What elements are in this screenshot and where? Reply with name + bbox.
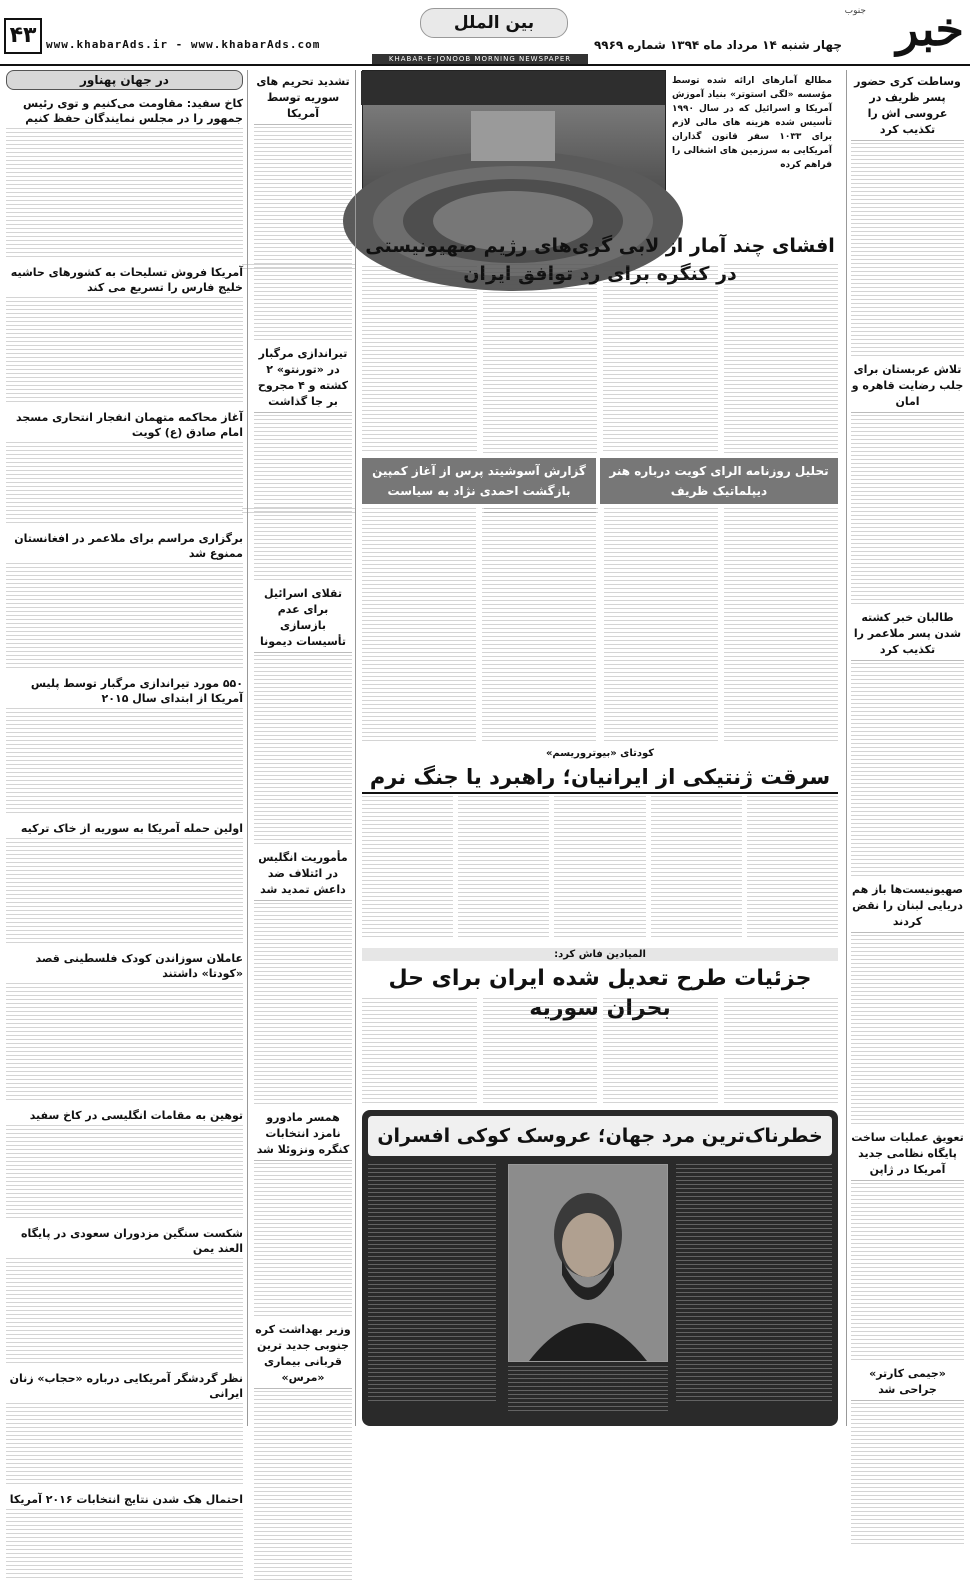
- news-headline: آمریکا فروش تسلیحات به کشورهای حاشیه خلیج فارس را تسریع می کند: [10, 266, 243, 294]
- news-headline: تلاش عربستان برای جلب رضایت قاهره و امان: [851, 362, 964, 413]
- news-item: [254, 586, 352, 846]
- section-title: بین الملل: [420, 8, 568, 38]
- news-headline: تشدید تحریم های سوریه توسط آمریکا: [254, 74, 352, 125]
- news-headline: همسر مادورو نامزد انتخابات کنگره ونزوئلا شد: [254, 1110, 352, 1161]
- website-urls: www.khabarAds.ir - www.khabarAds.com: [46, 38, 321, 51]
- news-item: [6, 531, 243, 670]
- headline-genetic-theft: سرقت ژنتیکی از ایرانیان؛ راهبرد یا جنگ نرم: [362, 762, 838, 794]
- photo-caption: مطالع آمارهای ارائه شده توسط مؤسسه «لگی استوتر» بنیاد آموزش آمریکا و اسرائیل که در سال ۱۹۹۰ تأسیس شده هزینه های مالی لازم برای ۱۰۳۳ سفر قانون گذاران آمریکایی به سرزمین های اشغالی را فراهم کرده: [672, 76, 832, 170]
- boxed-headline-left: گزارش آسوشیتد پرس از آغاز کمپین بازگشت احمدی نژاد به سیاست: [362, 458, 596, 504]
- news-headline: شکست سنگین مزدوران سعودی در پایگاه العند یمن: [21, 1227, 243, 1255]
- news-headline: احتمال هک شدن نتایج انتخابات ۲۰۱۶ آمریکا: [9, 1493, 243, 1506]
- main-headline: افشای چند آمار از لابی گری‌های رژیم صهیونیستی در کنگره برای رد توافق ایران: [365, 235, 835, 285]
- news-headline: عاملان سوزاندن کودک فلسطینی قصد «کودتا» داشتند: [35, 952, 243, 980]
- news-item: [851, 882, 964, 1126]
- news-item: [851, 1130, 964, 1362]
- news-headline: وساطت کری حضور پسر ظریف در عروسی اش را تکذیب کرد: [851, 74, 964, 141]
- news-item: [851, 1366, 964, 1546]
- middle-narrow-column: [254, 70, 356, 1426]
- news-item: [6, 410, 243, 525]
- news-headline: «جیمی کارتر» جراحی شد: [851, 1366, 964, 1401]
- portrait-caption: [508, 1366, 668, 1422]
- masthead: [0, 0, 970, 63]
- portrait-illustration: [509, 1165, 667, 1361]
- right-column: [846, 70, 964, 1426]
- dateline: چهار شنبه ۱۴ مرداد ماه ۱۳۹۴ شماره ۹۹۶۹: [593, 38, 842, 52]
- header-rule: [0, 64, 970, 66]
- logo-sub: جنوب: [844, 6, 866, 16]
- news-item: [6, 821, 243, 945]
- english-banner: KHABAR-E-JONOOB MORNING NEWSPAPER: [372, 54, 588, 64]
- page-number: ۴۳: [4, 18, 42, 54]
- news-item: [254, 850, 352, 1106]
- feature-body-right: [670, 1164, 838, 1422]
- news-item: [6, 96, 243, 259]
- story-syria-plan: [362, 998, 838, 1106]
- news-headline: وزیر بهداشت کره جنوبی جدید ترین قربانی بیماری «مرس»: [254, 1322, 352, 1389]
- news-headline: توهین به مقامات انگلیسی در کاخ سفید: [29, 1109, 243, 1122]
- headline-dangerous-man: خطرناک‌ترین مرد جهان؛ عروسک کوکی افسران: [368, 1116, 832, 1156]
- news-headline: طالبان خبر کشته شدن پسر ملاعمر را تکذیب کرد: [851, 610, 964, 661]
- news-item: [6, 1371, 243, 1486]
- news-headline: تیراندازی مرگبار در «تورنتو» ۲ کشته و ۴ مجروح بر جا گذاشت: [254, 346, 352, 413]
- headline-syria-plan: جزئیات طرح تعدیل شده ایران برای حل بحران سوریه: [388, 966, 812, 1021]
- feature-body-left: [362, 1164, 502, 1422]
- news-headline: صهیونیست‌ها باز هم دریایی لبنان را نقض کردند: [851, 882, 964, 933]
- world-section-title: در جهان پهناور: [6, 70, 243, 90]
- news-headline: تعویق عملیات ساخت پایگاه نظامی جدید آمریکا در ژاپن: [851, 1130, 964, 1181]
- news-item: [254, 346, 352, 582]
- news-item: [254, 1110, 352, 1318]
- boxed-headline-right: تحلیل روزنامه الرای کویت درباره هنر دیپلماتیک ظریف: [600, 458, 838, 504]
- feature-box-baghdadi: [362, 1110, 838, 1426]
- congress-photo: [362, 70, 666, 230]
- news-headline: آغاز محاکمه متهمان انفجار انتحاری مسجد امام صادق (ع) کویت: [15, 411, 243, 439]
- main-area: [362, 70, 838, 1426]
- news-item: [6, 1226, 243, 1365]
- news-headline: برگزاری مراسم برای ملاعمر در افغانستان ممنوع شد: [14, 532, 243, 560]
- logo-text: خبر: [896, 2, 964, 56]
- news-item: [6, 265, 243, 404]
- story-body-left: [362, 508, 596, 744]
- news-headline: کاخ سفید: مقاومت می‌کنیم و توی رئیس جمهور را در مجلس نمایندگان حفظ کنیم: [23, 97, 243, 125]
- portrait-photo: [508, 1164, 668, 1362]
- main-story-body: [362, 264, 838, 454]
- news-item: [851, 610, 964, 878]
- news-headline: ۵۵۰ مورد تیراندازی مرگبار توسط پلیس آمریکا از ابتدای سال ۲۰۱۵: [30, 677, 243, 705]
- news-item: [254, 74, 352, 342]
- news-item: [254, 1322, 352, 1582]
- kicker-bioterrorism: کودتای «بیوتروریسم»: [545, 748, 655, 759]
- news-item: [6, 676, 243, 815]
- news-headline: تقلای اسرائیل برای عدم بازسازی تأسیسات دیمونا: [254, 586, 352, 653]
- news-item: [851, 362, 964, 606]
- story-body-right: [604, 508, 838, 744]
- story-genetic-theft: [362, 796, 838, 944]
- news-headline: نظر گردشگر آمریکایی درباره «حجاب» زنان ایرانی: [9, 1372, 243, 1400]
- newspaper-logo: [846, 4, 964, 54]
- kicker-almayadeen: المیادین فاش کرد:: [362, 948, 838, 961]
- photo-illustration: [361, 71, 665, 231]
- news-item: [6, 1108, 243, 1220]
- news-item: [6, 951, 243, 1102]
- news-item: [6, 1492, 243, 1580]
- left-column: [6, 70, 248, 1506]
- news-item: [851, 74, 964, 358]
- news-headline: مأموریت انگلیس در ائتلاف ضد داعش تمدید شد: [254, 850, 352, 901]
- news-headline: اولین حمله آمریکا به سوریه از خاک ترکیه: [20, 822, 243, 835]
